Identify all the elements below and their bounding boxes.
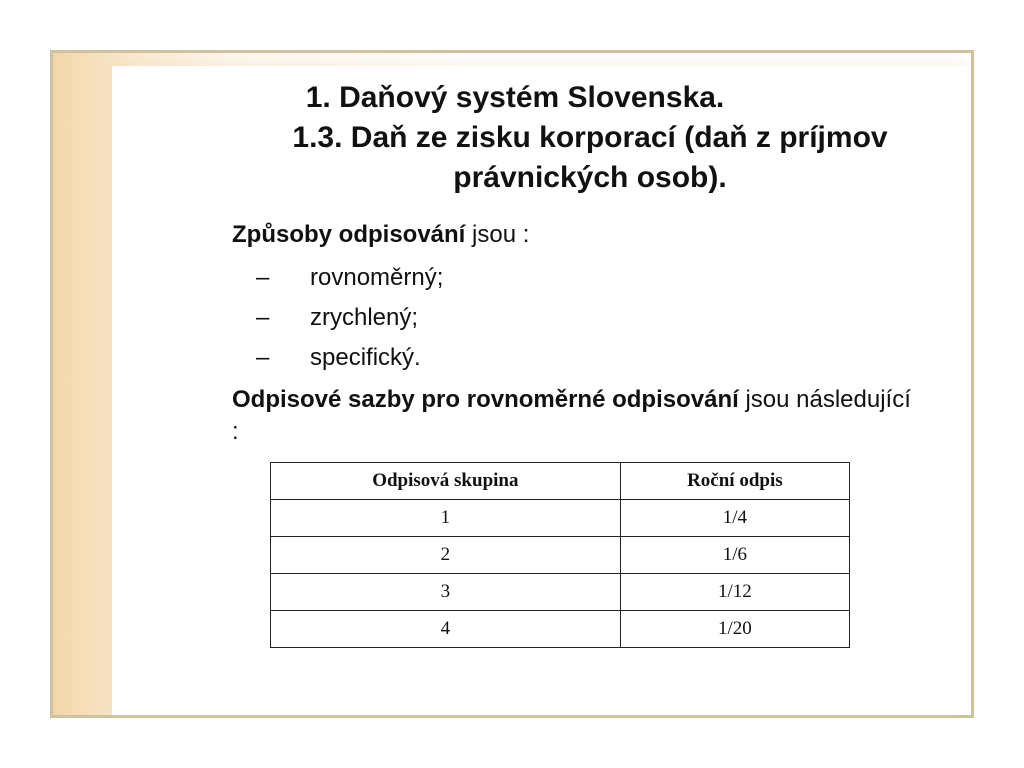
dash-bullet: –: [256, 344, 270, 371]
list-item: [232, 338, 922, 378]
table-cell-group: 3: [271, 574, 621, 611]
table-cell-rate: 1/20: [620, 611, 849, 648]
list-item-text: rovnoměrný;: [310, 264, 444, 291]
title-line-1: 1. Daňový systém Slovenska.: [305, 81, 725, 114]
methods-heading: [232, 218, 922, 252]
table-cell-group: 4: [271, 611, 621, 648]
table-row: [271, 574, 850, 611]
list-item: [232, 298, 922, 338]
table-cell-rate: 1/12: [620, 574, 849, 611]
table-row: [271, 500, 850, 537]
rates-heading-rest: jsou následující :: [232, 386, 911, 445]
table-row: [271, 611, 850, 648]
table-cell-group: 2: [271, 537, 621, 574]
column-header-group: Odpisová skupina: [271, 463, 621, 500]
methods-list: [232, 258, 922, 378]
rates-heading-bold: Odpisové sazby pro rovnoměrné odpisování: [232, 386, 739, 413]
table-row: [271, 537, 850, 574]
table-cell-rate: 1/6: [620, 537, 849, 574]
table-header-row: [271, 463, 850, 500]
list-item-text: specifický.: [310, 344, 421, 371]
dash-bullet: –: [256, 264, 270, 291]
title-line-2: 1.3. Daň ze zisku korporací (daň z príjmov právnických osob).: [292, 121, 888, 194]
slide-title: [230, 78, 950, 198]
dash-bullet: –: [256, 304, 270, 331]
table-cell-rate: 1/4: [620, 500, 849, 537]
methods-heading-rest: jsou :: [465, 221, 530, 248]
slide-body: [232, 218, 922, 448]
list-item: [232, 258, 922, 298]
rates-heading: [232, 384, 922, 448]
depreciation-rates-table: [270, 462, 850, 648]
table-cell-group: 1: [271, 500, 621, 537]
list-item-text: zrychlený;: [310, 304, 419, 331]
column-header-annual: Roční odpis: [620, 463, 849, 500]
methods-heading-bold: Způsoby odpisování: [232, 221, 466, 248]
